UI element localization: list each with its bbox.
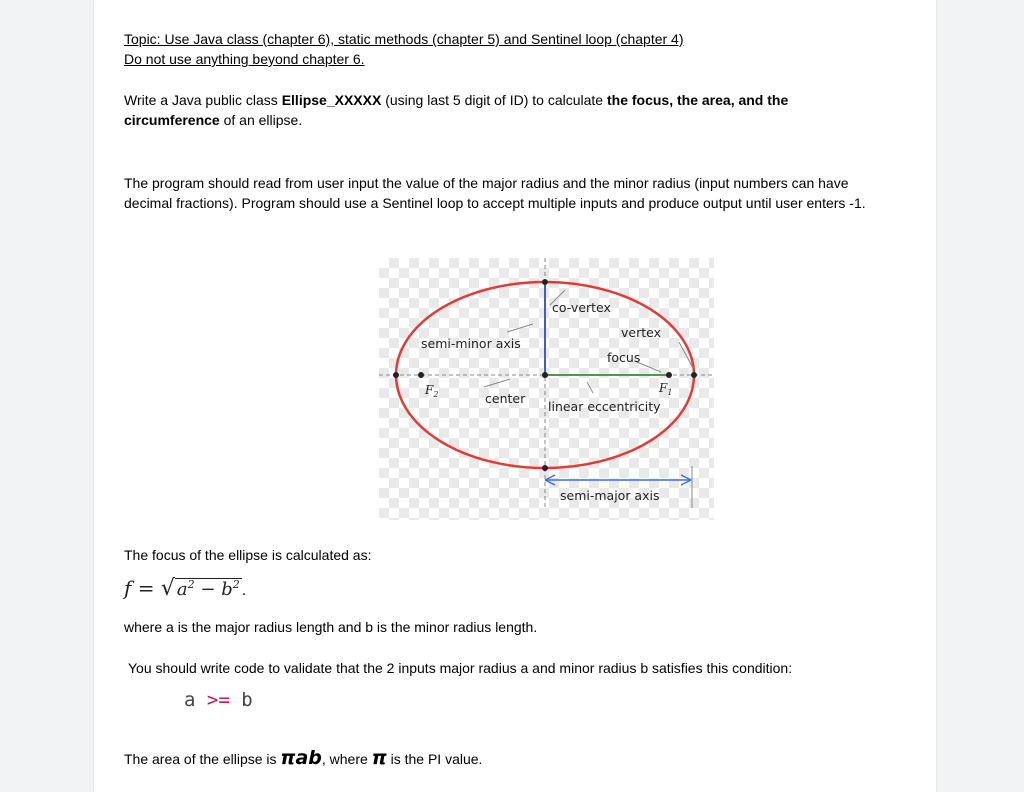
semi-major-axis-label: semi-major axis — [560, 488, 660, 503]
formula-period: . — [241, 583, 247, 599]
f2-label: $F_2$ — [425, 383, 439, 399]
ellipse-diagram-svg — [379, 258, 714, 520]
intro-bold-terms: the focus, the area, and the — [606, 92, 789, 108]
pi-symbol: π — [371, 747, 387, 769]
intro-bold-circumference: circumference — [124, 112, 220, 128]
formula-a: a — [176, 579, 188, 600]
focus-f2-point — [418, 372, 424, 378]
vertex-label: vertex — [621, 325, 661, 340]
area-text-1: The area of the ellipse is — [124, 751, 281, 767]
class-name: Ellipse_XXXXX — [281, 92, 382, 108]
f1-label: $F_1$ — [659, 381, 673, 397]
formula-equals: = — [137, 576, 155, 600]
formula-radicand — [175, 578, 242, 600]
input-paragraph: The program should read from user input the value of the major radius and the minor radius (input numbers can have decimal fractions). Program should use a Sentinel loop to accept multiple inputs and produce output until user enters -1. — [124, 175, 866, 211]
center-leader — [484, 379, 510, 387]
ellipse-diagram — [379, 258, 714, 520]
center-point — [542, 372, 548, 378]
focus-label: focus — [607, 350, 641, 365]
focus-f1-point — [666, 372, 672, 378]
formula-b: b — [221, 579, 233, 600]
co-vertex-point — [542, 279, 548, 285]
condition-b: b — [241, 689, 253, 711]
area-text-3: is the PI value. — [386, 751, 483, 767]
formula-f: f — [124, 576, 132, 600]
co-vertex-label: co-vertex — [552, 300, 611, 315]
eccentricity-leader — [587, 382, 593, 393]
condition-a: a — [184, 689, 196, 711]
focus-leader — [637, 362, 661, 372]
formula-exp-a: 2 — [187, 578, 195, 591]
focus-heading: The focus of the ellipse is calculated as: — [124, 547, 372, 563]
formula-exp-b: 2 — [232, 578, 240, 591]
condition-operator: >= — [206, 689, 230, 711]
scope-line: Do not use anything beyond chapter 6. — [124, 51, 365, 67]
semi-minor-axis-label: semi-minor axis — [421, 336, 521, 351]
topic-line: Topic: Use Java class (chapter 6), static methods (chapter 5) and Sentinel loop (chapter 4) — [124, 31, 684, 47]
sqrt-symbol: √ — [160, 576, 175, 601]
intro-text-2: (using last 5 digit of ID) to calculate — [381, 92, 607, 108]
center-label: center — [485, 391, 526, 406]
intro-paragraph — [124, 90, 884, 130]
area-line — [124, 748, 482, 769]
intro-text-1: Write a Java public class — [124, 92, 282, 108]
vertex-right-point — [691, 372, 697, 378]
area-text-2: , where — [321, 751, 372, 767]
document-page — [94, 0, 936, 792]
formula-minus: − — [200, 579, 216, 600]
semi-minor-leader — [507, 324, 533, 332]
co-vertex-bottom-point — [542, 465, 548, 471]
focus-explanation: where a is the major radius length and b is the minor radius length. — [124, 619, 538, 635]
vertex-left-point — [393, 372, 399, 378]
validation-condition — [184, 690, 253, 710]
linear-eccentricity-label: linear eccentricity — [548, 399, 661, 414]
area-formula: πab — [280, 747, 322, 769]
intro-text-3: of an ellipse. — [219, 112, 303, 128]
validation-text: You should write code to validate that the 2 inputs major radius a and minor radius b satisfies this condition: — [128, 660, 793, 676]
focus-formula — [124, 575, 246, 601]
